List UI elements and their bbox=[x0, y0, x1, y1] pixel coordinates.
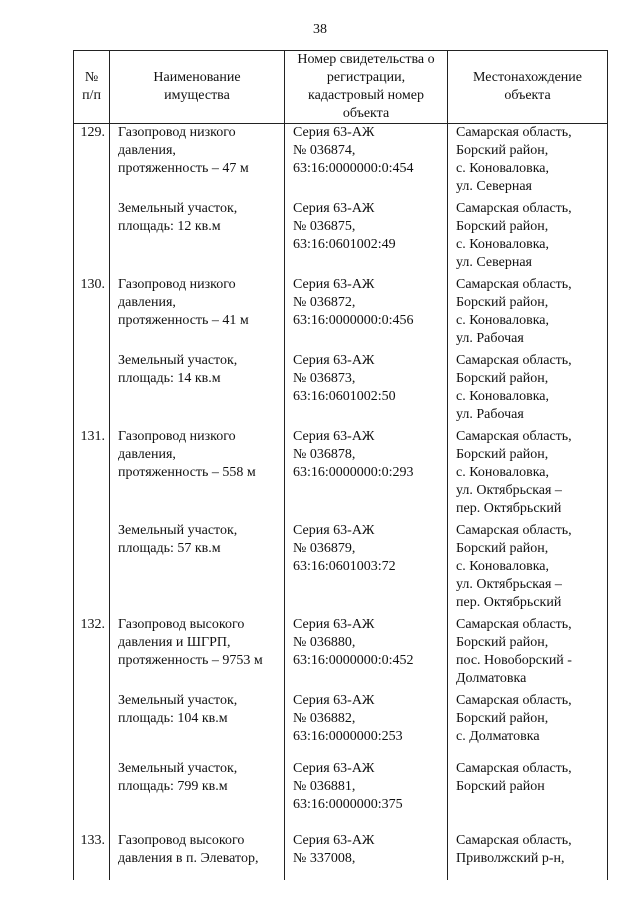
property-name-line: Газопровод низкого bbox=[118, 125, 236, 140]
registration-number-line: 63:16:0000000:253 bbox=[293, 729, 403, 744]
property-name-line: Земельный участок, bbox=[118, 693, 238, 708]
property-location-line: Борский район, bbox=[456, 635, 549, 650]
header-line: Наименование bbox=[153, 70, 241, 85]
row-number bbox=[74, 200, 110, 276]
registration-number bbox=[285, 200, 448, 276]
header-line: объекта bbox=[504, 88, 551, 103]
property-location bbox=[448, 276, 608, 352]
property-location-line: Долматовка bbox=[456, 671, 527, 686]
page-number: 38 bbox=[313, 22, 327, 37]
header-line: № bbox=[84, 70, 99, 85]
property-name bbox=[110, 760, 285, 832]
table-row bbox=[74, 276, 608, 352]
registration-number-line: 63:16:0000000:0:452 bbox=[293, 653, 414, 668]
table-row bbox=[74, 832, 608, 880]
registration-number-line: 63:16:0601002:49 bbox=[293, 237, 396, 252]
registration-number bbox=[285, 692, 448, 760]
table-row bbox=[74, 124, 608, 201]
property-location bbox=[448, 522, 608, 616]
property-name bbox=[110, 124, 285, 201]
property-location-line: пер. Октябрьский bbox=[456, 595, 562, 610]
property-name bbox=[110, 832, 285, 880]
row-number: 131. bbox=[74, 428, 110, 522]
property-location-line: Борский район bbox=[456, 779, 545, 794]
property-location bbox=[448, 616, 608, 692]
property-name-line: Газопровод высокого bbox=[118, 617, 245, 632]
property-location-line: с. Коноваловка, bbox=[456, 313, 550, 328]
registration-number-line: Серия 63-АЖ bbox=[293, 201, 375, 216]
registration-number-line: № 036878, bbox=[293, 447, 356, 462]
row-number bbox=[74, 760, 110, 832]
property-name-line: Земельный участок, bbox=[118, 761, 238, 776]
property-location-line: ул. Рабочая bbox=[456, 407, 524, 422]
property-name-line: площадь: 799 кв.м bbox=[118, 779, 228, 794]
registration-number bbox=[285, 352, 448, 428]
registration-number-line: Серия 63-АЖ bbox=[293, 125, 375, 140]
header-line: кадастровый номер bbox=[308, 88, 424, 103]
property-name-line: протяженность – 47 м bbox=[118, 161, 249, 176]
property-location-line: Борский район, bbox=[456, 541, 549, 556]
property-location-line: Самарская область, bbox=[456, 277, 572, 292]
property-name bbox=[110, 692, 285, 760]
header-location bbox=[448, 51, 608, 124]
registration-number-line: 63:16:0000000:0:293 bbox=[293, 465, 414, 480]
registration-number bbox=[285, 428, 448, 522]
registration-number-line: 63:16:0000000:0:454 bbox=[293, 161, 414, 176]
property-location-line: Борский район, bbox=[456, 371, 549, 386]
property-location-line: Борский район, bbox=[456, 219, 549, 234]
registration-number bbox=[285, 522, 448, 616]
property-name-line: площадь: 57 кв.м bbox=[118, 541, 221, 556]
property-location bbox=[448, 832, 608, 880]
row-number bbox=[74, 352, 110, 428]
property-location bbox=[448, 352, 608, 428]
property-name-line: протяженность – 558 м bbox=[118, 465, 256, 480]
property-location-line: ул. Октябрьская – bbox=[456, 577, 562, 592]
property-name-line: протяженность – 9753 м bbox=[118, 653, 263, 668]
registration-number-line: № 036875, bbox=[293, 219, 356, 234]
registration-number-line: Серия 63-АЖ bbox=[293, 353, 375, 368]
property-name-line: Газопровод высокого bbox=[118, 833, 245, 848]
property-name-line: протяженность – 41 м bbox=[118, 313, 249, 328]
registration-number-line: № 036882, bbox=[293, 711, 356, 726]
property-name-line: площадь: 12 кв.м bbox=[118, 219, 221, 234]
registration-number-line: 63:16:0000000:0:456 bbox=[293, 313, 414, 328]
table-row bbox=[74, 522, 608, 616]
property-location-line: Самарская область, bbox=[456, 693, 572, 708]
property-location-line: с. Коноваловка, bbox=[456, 237, 550, 252]
property-location-line: Борский район, bbox=[456, 143, 549, 158]
property-location bbox=[448, 200, 608, 276]
property-location-line: ул. Рабочая bbox=[456, 331, 524, 346]
property-name-line: Газопровод низкого bbox=[118, 277, 236, 292]
registration-number-line: № 036881, bbox=[293, 779, 356, 794]
property-location-line: Самарская область, bbox=[456, 617, 572, 632]
header-number bbox=[74, 51, 110, 124]
registration-number-line: Серия 63-АЖ bbox=[293, 693, 375, 708]
property-location-line: ул. Октябрьская – bbox=[456, 483, 562, 498]
row-number: 130. bbox=[74, 276, 110, 352]
header-line: имущества bbox=[164, 88, 230, 103]
property-name-line: давления, bbox=[118, 447, 176, 462]
header-line: Местонахождение bbox=[472, 70, 582, 85]
registration-number-line: Серия 63-АЖ bbox=[293, 833, 375, 848]
registration-number bbox=[285, 124, 448, 201]
property-location-line: пер. Октябрьский bbox=[456, 501, 562, 516]
property-name bbox=[110, 276, 285, 352]
property-location-line: с. Коноваловка, bbox=[456, 389, 550, 404]
table-header-row bbox=[74, 51, 608, 124]
registration-number-line: 63:16:0000000:375 bbox=[293, 797, 403, 812]
table-row bbox=[74, 352, 608, 428]
registration-number-line: Серия 63-АЖ bbox=[293, 617, 375, 632]
row-number bbox=[74, 692, 110, 760]
property-name-line: давления и ШГРП, bbox=[118, 635, 231, 650]
property-location-line: Самарская область, bbox=[456, 833, 572, 848]
row-number: 132. bbox=[74, 616, 110, 692]
property-location-line: Самарская область, bbox=[456, 353, 572, 368]
property-name bbox=[110, 616, 285, 692]
property-location-line: Самарская область, bbox=[456, 761, 572, 776]
registration-number bbox=[285, 616, 448, 692]
property-name bbox=[110, 522, 285, 616]
header-line: Номер свидетельства о bbox=[297, 52, 435, 67]
registration-number-line: Серия 63-АЖ bbox=[293, 523, 375, 538]
registration-number bbox=[285, 760, 448, 832]
property-name-line: давления, bbox=[118, 143, 176, 158]
table-row bbox=[74, 692, 608, 760]
property-name-line: Земельный участок, bbox=[118, 201, 238, 216]
property-location-line: с. Коноваловка, bbox=[456, 161, 550, 176]
property-name bbox=[110, 428, 285, 522]
registration-number-line: № 036873, bbox=[293, 371, 356, 386]
row-number: 133. bbox=[74, 832, 110, 880]
property-location-line: Борский район, bbox=[456, 295, 549, 310]
property-name-line: Земельный участок, bbox=[118, 353, 238, 368]
registration-number-line: Серия 63-АЖ bbox=[293, 761, 375, 776]
registration-number-line: Серия 63-АЖ bbox=[293, 429, 375, 444]
property-location-line: пос. Новоборский - bbox=[456, 653, 572, 668]
row-number: 129. bbox=[74, 124, 110, 201]
property-name-line: Земельный участок, bbox=[118, 523, 238, 538]
header-line: регистрации, bbox=[326, 70, 406, 85]
property-location-line: Борский район, bbox=[456, 447, 549, 462]
property-location-line: Самарская область, bbox=[456, 201, 572, 216]
property-location-line: Самарская область, bbox=[456, 125, 572, 140]
property-location-line: Самарская область, bbox=[456, 429, 572, 444]
header-line: п/п bbox=[82, 88, 101, 103]
property-location-line: Приволжский р-н, bbox=[456, 851, 565, 866]
header-name bbox=[110, 51, 285, 124]
registration-number bbox=[285, 276, 448, 352]
table-row bbox=[74, 428, 608, 522]
property-name-line: Газопровод низкого bbox=[118, 429, 236, 444]
registration-number-line: № 036879, bbox=[293, 541, 356, 556]
property-name bbox=[110, 352, 285, 428]
header-registration bbox=[285, 51, 448, 124]
registration-number-line: № 036872, bbox=[293, 295, 356, 310]
property-location-line: с. Долматовка bbox=[456, 729, 540, 744]
registration-number-line: № 036874, bbox=[293, 143, 356, 158]
property-location-line: Самарская область, bbox=[456, 523, 572, 538]
registration-number-line: Серия 63-АЖ bbox=[293, 277, 375, 292]
header-line: объекта bbox=[342, 106, 390, 121]
property-location bbox=[448, 692, 608, 760]
property-location-line: Борский район, bbox=[456, 711, 549, 726]
table-row bbox=[74, 760, 608, 832]
registration-number-line: № 036880, bbox=[293, 635, 356, 650]
registration-number-line: № 337008, bbox=[293, 851, 356, 866]
registration-number-line: 63:16:0601002:50 bbox=[293, 389, 396, 404]
property-name-line: площадь: 104 кв.м bbox=[118, 711, 228, 726]
property-location-line: с. Коноваловка, bbox=[456, 465, 550, 480]
table-row bbox=[74, 200, 608, 276]
property-location-line: ул. Северная bbox=[456, 255, 532, 270]
table-body bbox=[74, 124, 608, 881]
property-name-line: площадь: 14 кв.м bbox=[118, 371, 221, 386]
registration-number bbox=[285, 832, 448, 880]
property-name-line: давления в п. Элеватор, bbox=[118, 851, 259, 866]
property-name-line: давления, bbox=[118, 295, 176, 310]
row-number bbox=[74, 522, 110, 616]
property-location-line: с. Коноваловка, bbox=[456, 559, 550, 574]
table-row bbox=[74, 616, 608, 692]
property-location bbox=[448, 760, 608, 832]
property-location bbox=[448, 428, 608, 522]
property-register-table bbox=[73, 50, 608, 880]
property-location bbox=[448, 124, 608, 201]
property-location-line: ул. Северная bbox=[456, 179, 532, 194]
property-name bbox=[110, 200, 285, 276]
registration-number-line: 63:16:0601003:72 bbox=[293, 559, 396, 574]
